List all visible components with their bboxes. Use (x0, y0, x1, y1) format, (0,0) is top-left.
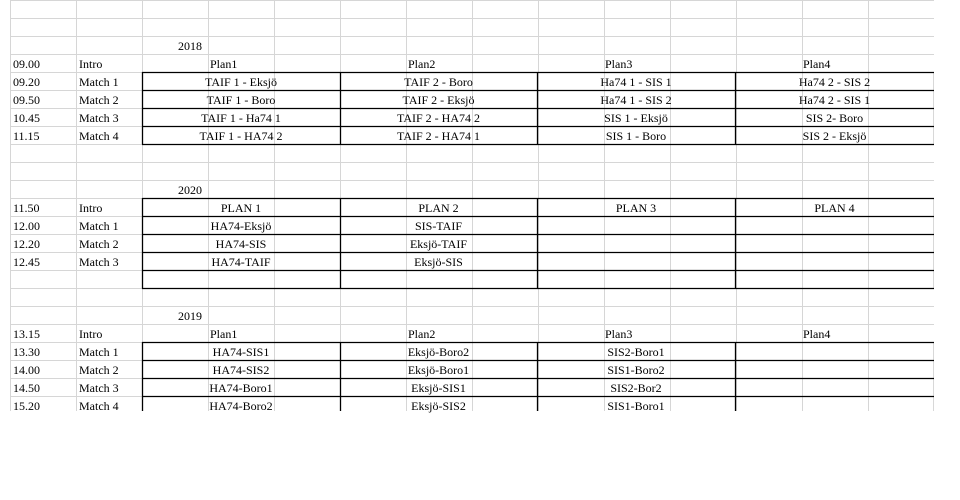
game-cell[interactable]: HA74-Boro2 (209, 399, 273, 413)
game-cell[interactable]: HA74-Boro1 (209, 381, 273, 395)
plan-header[interactable]: Plan2 (408, 57, 436, 71)
time-cell[interactable]: 13.15 (13, 327, 40, 341)
game-cell[interactable]: Ha74 1 - SIS 1 (600, 75, 672, 89)
intro-label[interactable]: Intro (79, 327, 103, 341)
time-cell[interactable]: 12.00 (13, 219, 40, 233)
game-cell[interactable]: SIS-TAIF (414, 219, 463, 233)
time-cell[interactable]: 14.00 (13, 363, 40, 377)
time-cell[interactable]: 09.50 (13, 93, 40, 107)
time-cell[interactable]: 11.50 (13, 201, 40, 215)
game-cell[interactable]: SIS 2 - Eksjö (802, 129, 867, 143)
game-cell[interactable]: TAIF 1 - Eksjö (204, 75, 278, 89)
game-cell[interactable]: HA74-TAIF (211, 255, 271, 269)
match-label[interactable]: Match 2 (79, 237, 119, 251)
year-label[interactable]: 2020 (178, 183, 202, 197)
match-label[interactable]: Match 3 (79, 255, 119, 269)
time-cell[interactable]: 15.20 (13, 399, 40, 413)
year-label[interactable]: 2019 (178, 309, 202, 323)
time-cell[interactable]: 13.30 (13, 345, 40, 359)
game-cell[interactable]: TAIF 1 - Boro (206, 93, 276, 107)
game-cell[interactable]: Ha74 1 - SIS 2 (600, 93, 672, 107)
time-cell[interactable]: 11.15 (13, 129, 40, 143)
match-label[interactable]: Match 4 (79, 399, 119, 413)
game-cell[interactable]: Eksjö-TAIF (409, 237, 468, 251)
match-label[interactable]: Match 1 (79, 345, 119, 359)
plan-header[interactable]: PLAN 1 (220, 201, 262, 215)
plan-header[interactable]: PLAN 3 (615, 201, 657, 215)
plan-header[interactable]: PLAN 4 (814, 201, 855, 215)
game-cell[interactable]: SIS1-Boro2 (607, 363, 665, 377)
match-label[interactable]: Match 1 (79, 219, 119, 233)
year-label[interactable]: 2018 (178, 39, 202, 53)
game-cell[interactable]: Eksjö-Boro1 (407, 363, 470, 377)
intro-label[interactable]: Intro (79, 57, 103, 71)
game-cell[interactable]: TAIF 1 - Ha74 1 (201, 111, 281, 125)
intro-label[interactable]: Intro (79, 201, 103, 215)
game-cell[interactable]: SIS1-Boro1 (607, 399, 665, 413)
game-cell[interactable]: TAIF 2 - HA74 1 (396, 129, 481, 143)
game-cell[interactable]: Eksjö-SIS (414, 255, 463, 269)
game-cell[interactable]: HA74-SIS1 (212, 345, 270, 359)
game-cell[interactable]: SIS2-Boro1 (607, 345, 665, 359)
game-cell[interactable]: Ha74 2 - SIS 2 (798, 75, 871, 89)
plan-header[interactable]: Plan4 (803, 327, 831, 341)
plan-header[interactable]: PLAN 2 (418, 201, 459, 215)
game-cell[interactable]: Eksjö-SIS2 (411, 399, 466, 413)
game-cell[interactable]: Eksjö-Boro2 (407, 345, 470, 359)
time-cell[interactable]: 09.20 (13, 75, 40, 89)
game-cell[interactable]: TAIF 2 - Eksjö (402, 93, 475, 107)
game-cell[interactable]: TAIF 1 - HA74 2 (199, 129, 283, 143)
match-label[interactable]: Match 1 (79, 75, 119, 89)
plan-header[interactable]: Plan1 (210, 57, 238, 71)
match-label[interactable]: Match 2 (79, 93, 119, 107)
plan-header[interactable]: Plan2 (408, 327, 436, 341)
spreadsheet-grid (10, 0, 934, 411)
match-label[interactable]: Match 2 (79, 363, 119, 377)
match-label[interactable]: Match 4 (79, 129, 119, 143)
game-cell[interactable]: SIS 2- Boro (805, 111, 864, 125)
plan-header[interactable]: Plan3 (605, 327, 633, 341)
game-cell[interactable]: HA74-SIS2 (212, 363, 270, 377)
match-label[interactable]: Match 3 (79, 111, 119, 125)
game-cell[interactable]: SIS2-Bor2 (610, 381, 662, 395)
plan-header[interactable]: Plan1 (210, 327, 238, 341)
time-cell[interactable]: 14.50 (13, 381, 40, 395)
game-cell[interactable]: TAIF 2 - Boro (404, 75, 473, 89)
plan-header[interactable]: Plan3 (605, 57, 633, 71)
time-cell[interactable]: 12.20 (13, 237, 40, 251)
match-label[interactable]: Match 3 (79, 381, 119, 395)
time-cell[interactable]: 12.45 (13, 255, 40, 269)
game-cell[interactable]: HA74-SIS (215, 237, 267, 251)
game-cell[interactable]: TAIF 2 - HA74 2 (396, 111, 481, 125)
time-cell[interactable]: 09.00 (13, 57, 40, 71)
plan-header[interactable]: Plan4 (803, 57, 831, 71)
game-cell[interactable]: HA74-Eksjö (210, 219, 272, 233)
game-cell[interactable]: Eksjö-SIS1 (411, 381, 466, 395)
time-cell[interactable]: 10.45 (13, 111, 40, 125)
game-cell[interactable]: Ha74 2 - SIS 1 (798, 93, 871, 107)
game-cell[interactable]: SIS 1 - Eksjö (604, 111, 668, 125)
game-cell[interactable]: SIS 1 - Boro (605, 129, 667, 143)
